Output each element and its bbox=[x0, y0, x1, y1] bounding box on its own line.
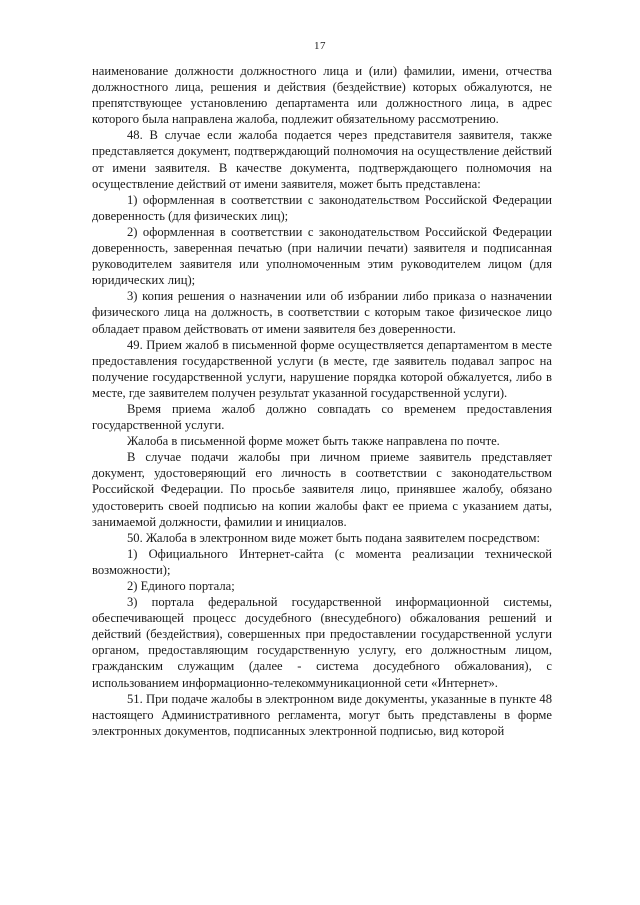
paragraph-continuation: наименование должности должностного лица и (или) фамилии, имени, отчества должностного лица, решения и действия (бездействие) которых обжалуются, не препятствующее установлению департамента или должностного лица, в адрес которого была направлена жалоба, подлежит обязательному рассмотрению. bbox=[92, 64, 552, 127]
page-number: 17 bbox=[314, 40, 326, 52]
paragraph-reception-time: Время приема жалоб должно совпадать со временем предоставления государственной услуги. bbox=[92, 401, 552, 433]
paragraph-subitem-48-3: 3) копия решения о назначении или об избрании либо приказа о назначении физического лица на должность, в соответствии с которым такое физическое лицо обладает правом действовать от имени заявителя без доверенности. bbox=[92, 289, 552, 336]
paragraph-item-50: 50. Жалоба в электронном виде может быть подана заявителем посредством: bbox=[127, 530, 540, 545]
paragraph-personal-reception: В случае подачи жалобы при личном приеме заявитель представляет документ, удостоверяющий его личность в соответствии с законодательством Российской Федерации. По просьбе заявителя лицо, принявшее жалобу, обязано удостоверить своей подписью на копии жалобы факт ее приема с указанием даты, занимаемой должности, фамилии и инициалов. bbox=[92, 450, 552, 529]
paragraph-postal-submission: Жалоба в письменной форме может быть также направлена по почте. bbox=[127, 434, 500, 449]
paragraph-subitem-48-2: 2) оформленная в соответствии с законодательством Российской Федерации доверенность, заверенная печатью (при наличии печати) заявителя и подписанная руководителем заявителя или уполномоченным этим руководителем лицом (для юридических лиц); bbox=[92, 224, 552, 288]
document-text bbox=[92, 63, 552, 739]
paragraph-item-51: 51. При подаче жалобы в электронном виде документы, указанные в пункте 48 настоящего Административного регламента, могут быть представлены в форме электронных документов, подписанных электронной подписью, вид которой bbox=[92, 691, 552, 738]
paragraph-subitem-48-1: 1) оформленная в соответствии с законодательством Российской Федерации доверенность (для физических лиц); bbox=[92, 192, 552, 223]
paragraph-item-48: 48. В случае если жалоба подается через представителя заявителя, также представляется документ, подтверждающий полномочия на осуществление действий от имени заявителя. В качестве документа, подтверждающего полномочия на осуществление действий от имени заявителя, может быть представлена: bbox=[92, 128, 552, 191]
paragraph-subitem-50-3: 3) портала федеральной государственной информационной системы, обеспечивающей процесс досудебного (внесудебного) обжалования решений и действий (бездействия), совершенных при предоставлении государственной услуги органом, предоставляющим государственную услугу, его должностным лицом, гражданским служащим (далее - система досудебного обжалования), с использованием информационно-телекоммуникационной сети «Интернет». bbox=[92, 595, 552, 690]
paragraph-item-49: 49. Прием жалоб в письменной форме осуществляется департаментом в месте предоставления государственной услуги (в месте, где заявитель подавал запрос на получение государственной услуги, нарушение порядка которой обжалуется, либо в месте, где заявителем получен результат указанной государственной услуги). bbox=[92, 337, 552, 400]
paragraph-subitem-50-1: 1) Официального Интернет-сайта (с момента реализации технической возможности); bbox=[92, 546, 552, 577]
paragraph-subitem-50-2: 2) Единого портала; bbox=[127, 579, 235, 593]
